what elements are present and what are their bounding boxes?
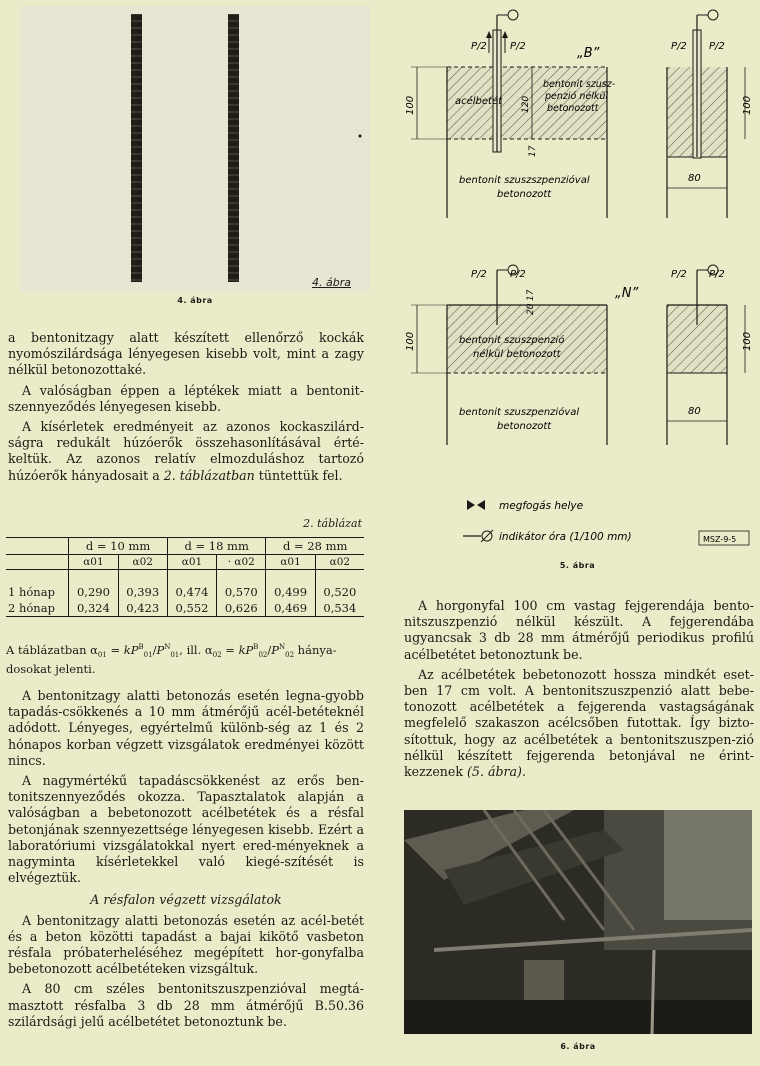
table-row: 2 hónap 0,324 0,423 0,552 0,626 0,469 0,534 (6, 600, 364, 617)
table-subheader: α01 (69, 555, 118, 570)
figure-4-handwritten-label: 4. ábra (312, 276, 351, 289)
table-title: 2. táblázat (303, 517, 362, 530)
figure-5-caption: 5. ábra (559, 561, 596, 570)
paragraph: A horgonyfal 100 cm vastag fejgerendája bento-nitszuszpenzió nélkül készült. A fejgerendába ugyancsak 3 db 28 mm átmérőjű periodikus profilú acélbetétet betonoztunk be. (404, 598, 754, 662)
zone-label: bentonit szuszpenzióval (459, 407, 580, 418)
grip-icon (467, 500, 485, 510)
dimension-label: 17 (528, 145, 538, 157)
right-text-block (404, 598, 754, 784)
dimension-label: 80 (688, 406, 701, 417)
figure-4-photo (20, 6, 370, 292)
zone-label: bentonit szuszpenzió (459, 335, 565, 346)
dimension-label: 100 (742, 331, 753, 351)
table-row (6, 570, 364, 584)
zone-label: betonozott (497, 189, 552, 200)
rebar-photo-drawing (20, 6, 370, 292)
specimen-label-N: „N” (615, 286, 639, 301)
left-text-block-2 (8, 688, 364, 1034)
left-text-block-1 (8, 330, 364, 488)
dimension-label: 100 (742, 95, 753, 115)
site-photo-drawing (404, 810, 752, 1034)
paragraph: a bentonitzagy alatt készített ellenőrző kockák nyomószilárdsága lényegesen kisebb volt, mint a zagy nélkül betonozottaké. (8, 330, 364, 378)
zone-label: nélkül betonozott (473, 349, 561, 360)
table-group-header: d = 10 mm (69, 538, 168, 555)
zone-label: bentonit szusz- (543, 79, 616, 90)
figure-6-photo (404, 810, 752, 1034)
zone-label: betonozott (547, 103, 599, 114)
table-subheader: α01 (266, 555, 315, 570)
load-label: P/2 (471, 41, 487, 52)
dimension-label: 100 (405, 95, 416, 115)
paragraph: A valóságban éppen a léptékek miatt a bentonit-szennyeződés lényegesen kisebb. (8, 382, 364, 414)
dimension-label: 80 (688, 173, 701, 184)
specimen-label-B: „B” (577, 46, 600, 61)
table-subheader: α02 (315, 555, 364, 570)
table-group-header: d = 28 mm (266, 538, 364, 555)
table-subheader: α01 (167, 555, 216, 570)
figure-4-caption: 4. ábra (177, 296, 213, 305)
figure-6-caption: 6. ábra (560, 1042, 596, 1051)
load-label: P/2 (671, 41, 687, 52)
paragraph: A bentonitzagy alatti betonozás esetén az acél-betét és a beton közötti tapadást a bajai kikötő vasbeton résfala próbaterheléséhez megépített hor-gonyfalba bebetonozott acélbetéteken vizsgáltuk. (8, 912, 364, 977)
zone-label: bentonit szuszszpenzióval (459, 175, 590, 186)
paragraph: A bentonitzagy alatti betonozás esetén legna-gyobb tapadás-csökkenés a 10 mm átmérőjű acél-betéteknél adódott. Lényeges, egyértelmű különb-ség az 1 és 2 hónapos korban végzett vizsgálatok eredményei között nincs. (8, 688, 364, 768)
table-note: A táblázatban $\alpha_{01} = kP^B_{01}/P^N_{01}$, ill. $\alpha_{02} = kP^B_{02}/P^N_{02}$ hánya-dosokat jelenti. (6, 642, 337, 677)
table-subheader: · α02 (217, 555, 266, 570)
legend-grip-label: megfogás helye (499, 500, 584, 512)
load-label: P/2 (709, 269, 725, 280)
dimension-label: 100 (405, 331, 416, 351)
paragraph: A nagymértékű tapadáscsökkenést az erős ben-tonitszennyeződés okozza. Tapasztalatok alapján a valóságban a bebetonozott acélbetétek és a résfal betonjának szennyezettsége lényegesen kisebb. Ezért a laboratóriumi vizsgálatokkal nyert ered-ményeknek a nagyminta kísérletekkel való kiegé-szítését is elvégeztük. (8, 773, 364, 886)
load-label: P/2 (471, 269, 487, 280)
steel-pipe-label: acélbetét (455, 96, 503, 107)
table-2 (6, 537, 364, 617)
dimension-label: 20 (526, 303, 536, 315)
section-subheading: A résfalon végzett vizsgálatok (90, 892, 282, 908)
table-row: 1 hónap 0,290 0,393 0,474 0,570 0,499 0,520 (6, 584, 364, 600)
zone-label: betonozott (497, 421, 552, 432)
table-group-header: d = 18 mm (167, 538, 266, 555)
paragraph: A kísérletek eredményeit az azonos kockaszilárd-ságra redukált húzóerők összehasonlításával érté-keltük. Az azonos relatív elmozduláshoz tartozó húzóerők hányadosait a 2. táblázatban tüntettük fel. (8, 419, 364, 483)
figure-5-drawing (395, 5, 760, 575)
figure-5-diagram (395, 5, 760, 575)
load-label: P/2 (709, 41, 725, 52)
table-subheader: α02 (118, 555, 167, 570)
legend-gauge-label: indikátor óra (1/100 mm) (499, 531, 632, 543)
gauge-icon (463, 530, 493, 542)
paragraph: A 80 cm széles bentonitszuszpenzióval megtá-masztott résfalba 3 db 28 mm átmérőjű B.50.36 szilárdsági jelű acélbetétet betonoztunk be. (8, 981, 364, 1029)
load-label: P/2 (671, 269, 687, 280)
dimension-label: 17 (526, 289, 536, 301)
zone-label: penzió nélkül (545, 91, 609, 102)
figure-code: MSZ-9-5 (703, 535, 737, 544)
load-label: P/2 (510, 269, 526, 280)
dimension-label: 120 (521, 95, 531, 113)
load-label: P/2 (510, 41, 526, 52)
paragraph: Az acélbetétek bebetonozott hossza mindkét eset-ben 17 cm volt. A bentonitszuszpenzió alatt bebe-tonozott acélbetétek a fejgerenda vastagságának megfelelő szakaszon acélcsőben futottak. Így bizto-sítottuk, hogy az acélbetétek a bentonitszuszpen-zió nélkül készített fejgerenda betonjával ne érint-kezzenek (5. ábra). (404, 666, 754, 780)
